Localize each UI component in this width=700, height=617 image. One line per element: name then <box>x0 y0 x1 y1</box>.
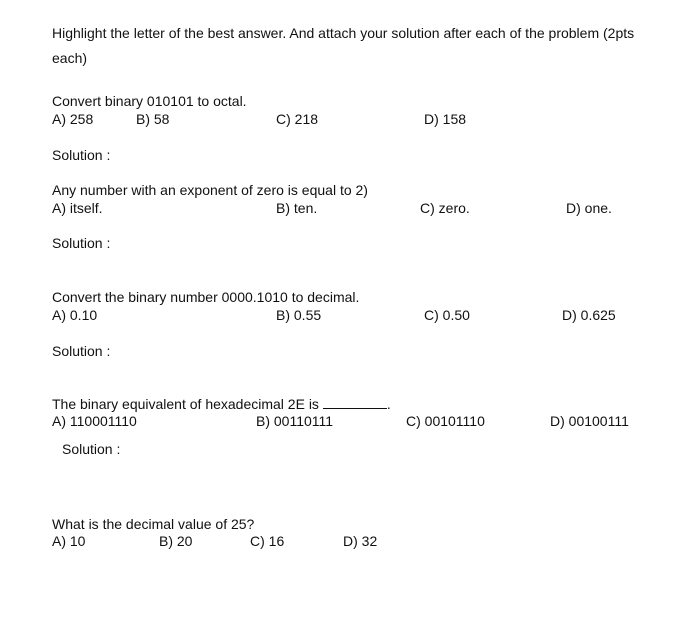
question-1-solution-label: Solution : <box>52 147 111 163</box>
question-3-option-d[interactable]: D) 0.625 <box>562 307 616 323</box>
question-3-option-b[interactable]: B) 0.55 <box>276 307 322 323</box>
question-1-prompt: Convert binary 010101 to octal. <box>52 93 247 109</box>
question-3-prompt: Convert the binary number 0000.1010 to decimal. <box>52 289 360 305</box>
question-5-prompt: What is the decimal value of 25? <box>52 516 255 532</box>
question-2-option-d[interactable]: D) one. <box>566 200 612 216</box>
question-4-prompt-text: The binary equivalent of hexadecimal 2E is <box>52 396 319 412</box>
question-5-option-b[interactable]: B) 20 <box>159 533 193 549</box>
question-4-option-d[interactable]: D) 00100111 <box>550 413 629 429</box>
question-3-option-c[interactable]: C) 0.50 <box>424 307 470 323</box>
instructions-line-2: each) <box>52 50 88 66</box>
question-1-option-d[interactable]: D) 158 <box>424 111 467 127</box>
question-2-option-c[interactable]: C) zero. <box>420 200 470 216</box>
answer-blank <box>323 396 387 409</box>
question-2-option-b[interactable]: B) ten. <box>276 200 318 216</box>
question-5-option-c[interactable]: C) 16 <box>250 533 285 549</box>
question-1-option-b[interactable]: B) 58 <box>136 111 170 127</box>
question-4-prompt <box>52 396 391 413</box>
question-3-option-a[interactable]: A) 0.10 <box>52 307 98 323</box>
question-4-prompt-suffix: . <box>386 396 391 412</box>
question-2-solution-label: Solution : <box>52 235 111 251</box>
question-3-solution-label: Solution : <box>52 343 111 359</box>
question-1-option-c[interactable]: C) 218 <box>276 111 319 127</box>
instructions-line-1: Highlight the letter of the best answer. And attach your solution after each of the problem (2pts <box>52 25 635 41</box>
question-4-option-a[interactable]: A) 110001110 <box>52 413 137 429</box>
question-1-option-a[interactable]: A) 258 <box>52 111 94 127</box>
question-5-option-a[interactable]: A) 10 <box>52 533 86 549</box>
question-2-option-a[interactable]: A) itself. <box>52 200 103 216</box>
question-4-solution-label: Solution : <box>62 441 121 457</box>
question-2-prompt: Any number with an exponent of zero is equal to 2) <box>52 182 368 198</box>
question-4-option-b[interactable]: B) 00110111 <box>256 413 334 429</box>
question-5-option-d[interactable]: D) 32 <box>343 533 378 549</box>
question-4-option-c[interactable]: C) 00101110 <box>406 413 485 429</box>
